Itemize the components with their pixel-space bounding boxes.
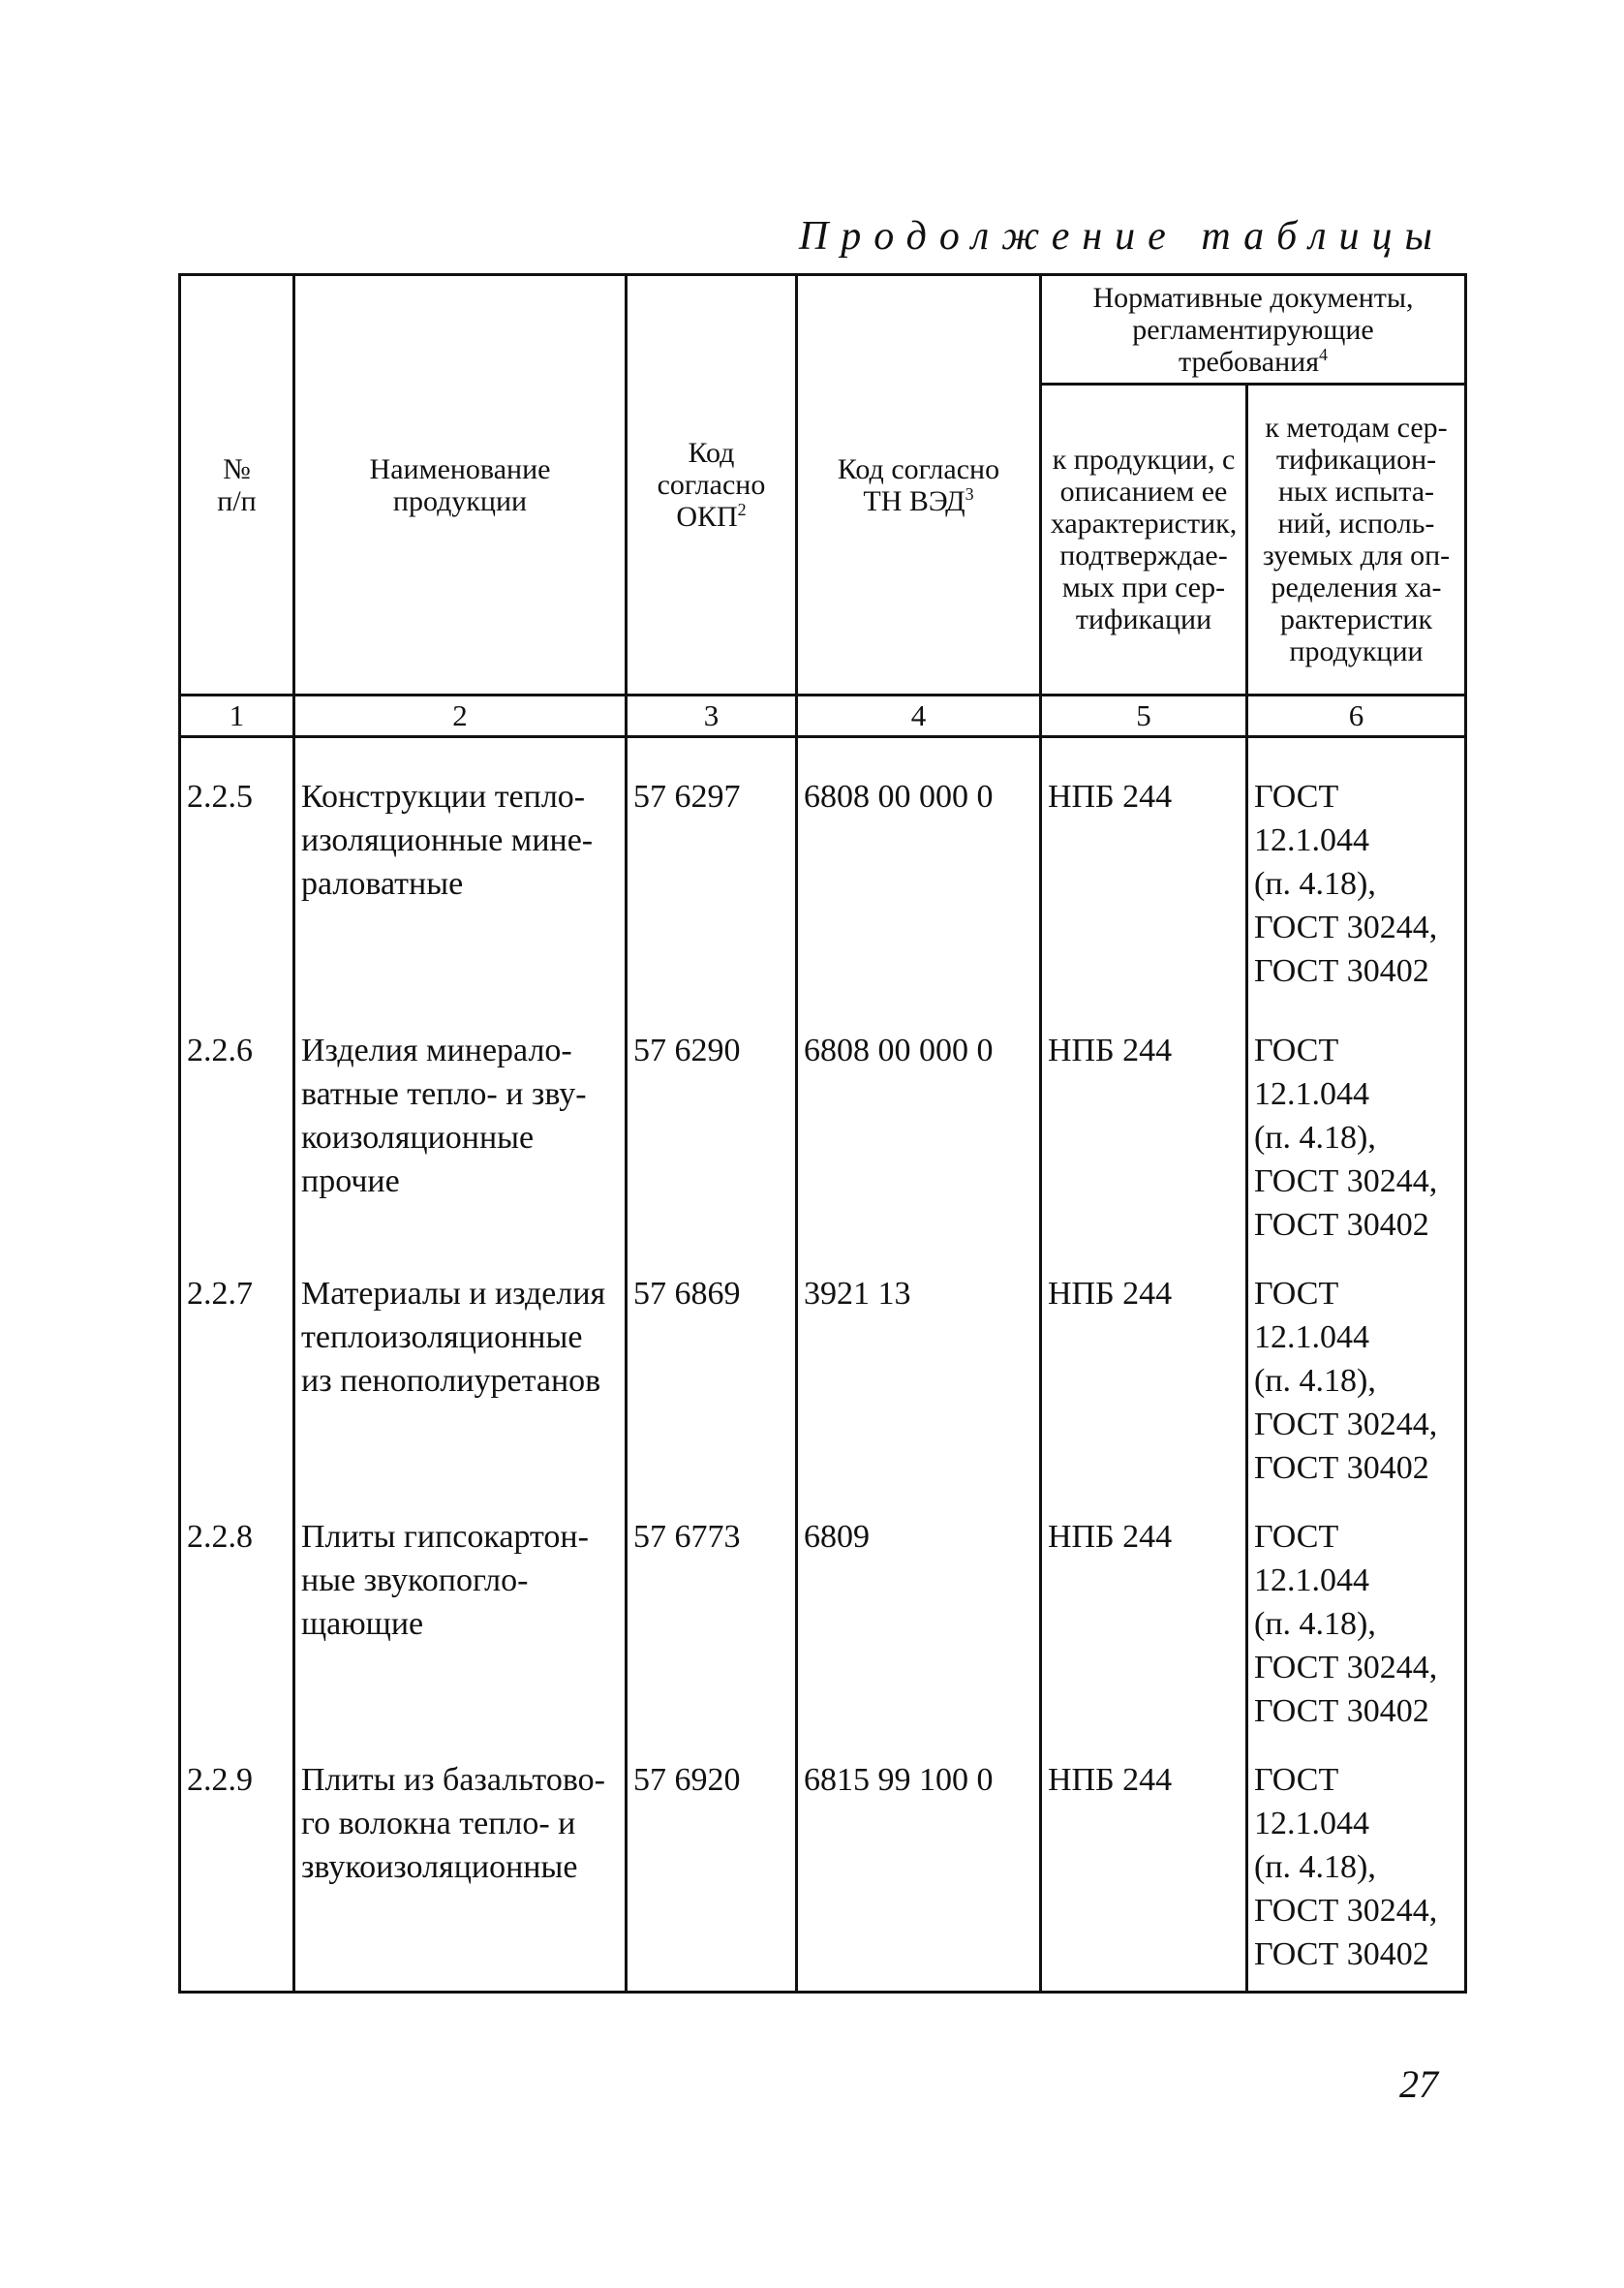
row-tnved: 6809	[797, 1490, 1041, 1733]
row-okp: 57 6297	[627, 737, 797, 1005]
column-number-row	[180, 696, 1466, 737]
row-okp: 57 6920	[627, 1733, 797, 1993]
row-name-line: Плиты из базальтово-	[301, 1762, 605, 1798]
page-number: 27	[1399, 2062, 1438, 2106]
row-nd-methods-line: ГОСТ 30402	[1254, 1693, 1429, 1729]
header-nd-product-line: характеристик,	[1050, 508, 1238, 540]
header-nd-product	[1041, 385, 1247, 696]
row-nd-methods-line: ГОСТ	[1254, 779, 1339, 815]
row-name-line: прочие	[301, 1163, 400, 1199]
row-name-line: Материалы и изделия	[301, 1276, 606, 1312]
table-row	[180, 1004, 1466, 1247]
header-nd-methods-line: ний, исполь-	[1277, 508, 1435, 540]
row-name-line: изоляционные мине-	[301, 822, 594, 858]
row-nd-methods	[1247, 1004, 1466, 1247]
row-nd-methods-line: ГОСТ 30244,	[1254, 1163, 1438, 1199]
row-nd-methods-line: (п. 4.18),	[1254, 1849, 1376, 1885]
row-nd-methods-line: (п. 4.18),	[1254, 1363, 1376, 1399]
header-okp-line: согласно	[657, 469, 766, 501]
footnote-marker: 3	[965, 483, 974, 504]
row-nd-methods-line: (п. 4.18),	[1254, 866, 1376, 902]
row-num: 2.2.6	[180, 1004, 294, 1247]
row-nd-product: НПБ 244	[1041, 1247, 1247, 1490]
row-num: 2.2.5	[180, 737, 294, 1005]
row-nd-methods-line: ГОСТ	[1254, 1276, 1339, 1312]
certification-table	[178, 273, 1467, 1994]
column-number: 3	[627, 696, 797, 737]
row-name-line: ные звукопогло-	[301, 1562, 529, 1598]
header-name-line: продукции	[392, 484, 528, 517]
table-row	[180, 1733, 1466, 1993]
header-nd-product-line: подтверждае-	[1059, 540, 1228, 572]
header-tnved-line: Код согласно	[837, 452, 1000, 485]
row-nd-methods-line: ГОСТ	[1254, 1033, 1339, 1068]
row-name-line: раловатные	[301, 866, 464, 902]
row-nd-methods-line: 12.1.044	[1254, 822, 1369, 858]
footnote-marker: 2	[737, 500, 747, 519]
row-name	[294, 1004, 627, 1247]
row-nd-methods	[1247, 737, 1466, 1005]
row-nd-methods-line: ГОСТ 30244,	[1254, 1893, 1438, 1929]
row-name-line: Конструкции тепло-	[301, 779, 586, 815]
table-continuation-title: Продолжение таблицы	[798, 214, 1445, 259]
header-num-line: п/п	[217, 484, 257, 517]
header-nd-methods-line: к методам сер-	[1265, 412, 1448, 444]
row-nd-product: НПБ 244	[1041, 737, 1247, 1005]
header-okp	[627, 275, 797, 696]
header-name	[294, 275, 627, 696]
row-name-line: щающие	[301, 1606, 424, 1642]
row-nd-product: НПБ 244	[1041, 1004, 1247, 1247]
column-number: 5	[1041, 696, 1247, 737]
row-name-line: го волокна тепло- и	[301, 1806, 576, 1841]
row-nd-methods-line: ГОСТ	[1254, 1762, 1339, 1798]
row-nd-methods-line: ГОСТ 30244,	[1254, 1650, 1438, 1685]
row-nd-methods-line: 12.1.044	[1254, 1806, 1369, 1841]
header-nd-product-line: к продукции, с	[1052, 444, 1236, 476]
row-nd-methods	[1247, 1247, 1466, 1490]
header-nd-methods-line: рактеристик	[1279, 603, 1433, 635]
header-nd-product-line: тификации	[1075, 603, 1212, 635]
row-name-line: ватные тепло- и зву-	[301, 1076, 587, 1112]
row-nd-methods	[1247, 1733, 1466, 1993]
header-nd-line	[1042, 346, 1464, 378]
row-name-line: теплоизоляционные	[301, 1319, 583, 1355]
row-nd-methods-line: ГОСТ 30402	[1254, 1936, 1429, 1972]
row-nd-methods-line: ГОСТ 30244,	[1254, 910, 1438, 945]
header-nd-product-line: мых при сер-	[1061, 572, 1226, 603]
table-row	[180, 1490, 1466, 1733]
row-nd-methods-line: (п. 4.18),	[1254, 1606, 1376, 1642]
row-nd-product: НПБ 244	[1041, 1490, 1247, 1733]
header-num-line: №	[223, 452, 251, 485]
header-num	[180, 275, 294, 696]
row-nd-methods-line: ГОСТ 30402	[1254, 1207, 1429, 1243]
footnote-marker: 4	[1319, 344, 1329, 364]
header-okp-line	[628, 501, 795, 533]
header-nd-text: требования	[1178, 345, 1320, 378]
row-nd-methods-line: 12.1.044	[1254, 1319, 1369, 1355]
column-number: 4	[797, 696, 1041, 737]
row-okp: 57 6773	[627, 1490, 797, 1733]
row-name	[294, 1490, 627, 1733]
row-num: 2.2.9	[180, 1733, 294, 1993]
column-number: 6	[1247, 696, 1466, 737]
table-row	[180, 737, 1466, 1005]
header-normative-docs	[1041, 275, 1466, 385]
row-tnved: 6808 00 000 0	[797, 737, 1041, 1005]
row-name-line: коизоляционные	[301, 1120, 535, 1156]
header-name-line: Наименование	[369, 452, 551, 485]
header-nd-methods-line: ределения ха-	[1271, 572, 1442, 603]
row-name-line: Плиты гипсокартон-	[301, 1519, 589, 1555]
header-nd-methods-line: продукции	[1289, 635, 1424, 667]
row-nd-methods-line: (п. 4.18),	[1254, 1120, 1376, 1156]
row-okp: 57 6290	[627, 1004, 797, 1247]
row-name	[294, 1733, 627, 1993]
column-number: 2	[294, 696, 627, 737]
row-nd-methods-line: ГОСТ 30402	[1254, 953, 1429, 989]
header-nd-methods	[1247, 385, 1466, 696]
header-nd-product-line: описанием ее	[1059, 476, 1228, 508]
header-nd-line: регламентирующие	[1132, 313, 1374, 346]
row-nd-product: НПБ 244	[1041, 1733, 1247, 1993]
header-tnved-line	[798, 485, 1039, 517]
row-name	[294, 737, 627, 1005]
row-nd-methods-line: 12.1.044	[1254, 1562, 1369, 1598]
row-nd-methods	[1247, 1490, 1466, 1733]
header-nd-methods-line: ных испыта-	[1277, 476, 1435, 508]
row-nd-methods-line: ГОСТ 30244,	[1254, 1407, 1438, 1442]
header-okp-text: ОКП	[676, 501, 738, 533]
header-okp-line: Код	[688, 437, 735, 469]
header-nd-methods-line: тификацион-	[1275, 444, 1437, 476]
column-number: 1	[180, 696, 294, 737]
header-tnved	[797, 275, 1041, 696]
row-num: 2.2.8	[180, 1490, 294, 1733]
row-tnved: 6815 99 100 0	[797, 1733, 1041, 1993]
header-tnved-text: ТН ВЭД	[863, 484, 965, 517]
row-nd-methods-line: 12.1.044	[1254, 1076, 1369, 1112]
row-tnved: 3921 13	[797, 1247, 1041, 1490]
row-name-line: звукоизоляционные	[301, 1849, 578, 1885]
table-row	[180, 1247, 1466, 1490]
row-name-line: из пенополиуретанов	[301, 1363, 601, 1399]
row-tnved: 6808 00 000 0	[797, 1004, 1041, 1247]
header-nd-methods-line: зуемых для оп-	[1262, 540, 1451, 572]
header-nd-line: Нормативные документы,	[1092, 281, 1414, 314]
row-name-line: Изделия минерало-	[301, 1033, 572, 1068]
row-name	[294, 1247, 627, 1490]
row-nd-methods-line: ГОСТ 30402	[1254, 1450, 1429, 1486]
row-nd-methods-line: ГОСТ	[1254, 1519, 1339, 1555]
row-okp: 57 6869	[627, 1247, 797, 1490]
row-num: 2.2.7	[180, 1247, 294, 1490]
